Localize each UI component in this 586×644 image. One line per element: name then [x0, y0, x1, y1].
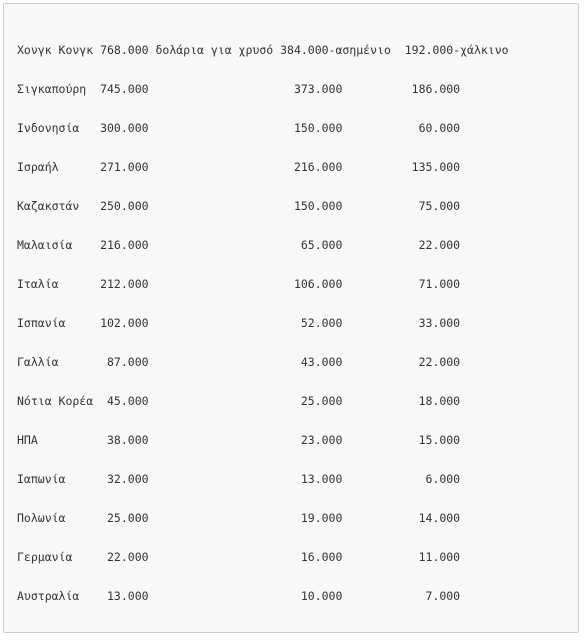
preformatted-text-block: [3, 3, 579, 633]
text-line-7: Ιταλία 212.000 106.000 71.000: [17, 277, 461, 291]
text-line-2: Σιγκαπούρη 745.000 373.000 186.000: [17, 82, 461, 96]
text-line-5: Καζακστάν 250.000 150.000 75.000: [17, 199, 461, 213]
text-line-12: Ιαπωνία 32.000 13.000 6.000: [17, 472, 461, 486]
text-line-11: ΗΠΑ 38.000 23.000 15.000: [17, 433, 461, 447]
text-line-10: Νότια Κορέα 45.000 25.000 18.000: [17, 394, 461, 408]
text-line-3: Ινδονησία 300.000 150.000 60.000: [17, 121, 461, 135]
text-line-6: Μαλαισία 216.000 65.000 22.000: [17, 238, 461, 252]
text-line-13: Πολωνία 25.000 19.000 14.000: [17, 511, 461, 525]
text-line-15: Αυστραλία 13.000 10.000 7.000: [17, 589, 461, 603]
text-line-14: Γερμανία 22.000 16.000 11.000: [17, 550, 461, 564]
text-line-1: Χονγκ Κονγκ 768.000 δολάρια για χρυσό 384.000-ασημένιο 192.000-χάλκινο: [17, 43, 509, 57]
text-line-8: Ισπανία 102.000 52.000 33.000: [17, 316, 461, 330]
text-line-4: Ισραήλ 271.000 216.000 135.000: [17, 160, 461, 174]
text-line-9: Γαλλία 87.000 43.000 22.000: [17, 355, 461, 369]
